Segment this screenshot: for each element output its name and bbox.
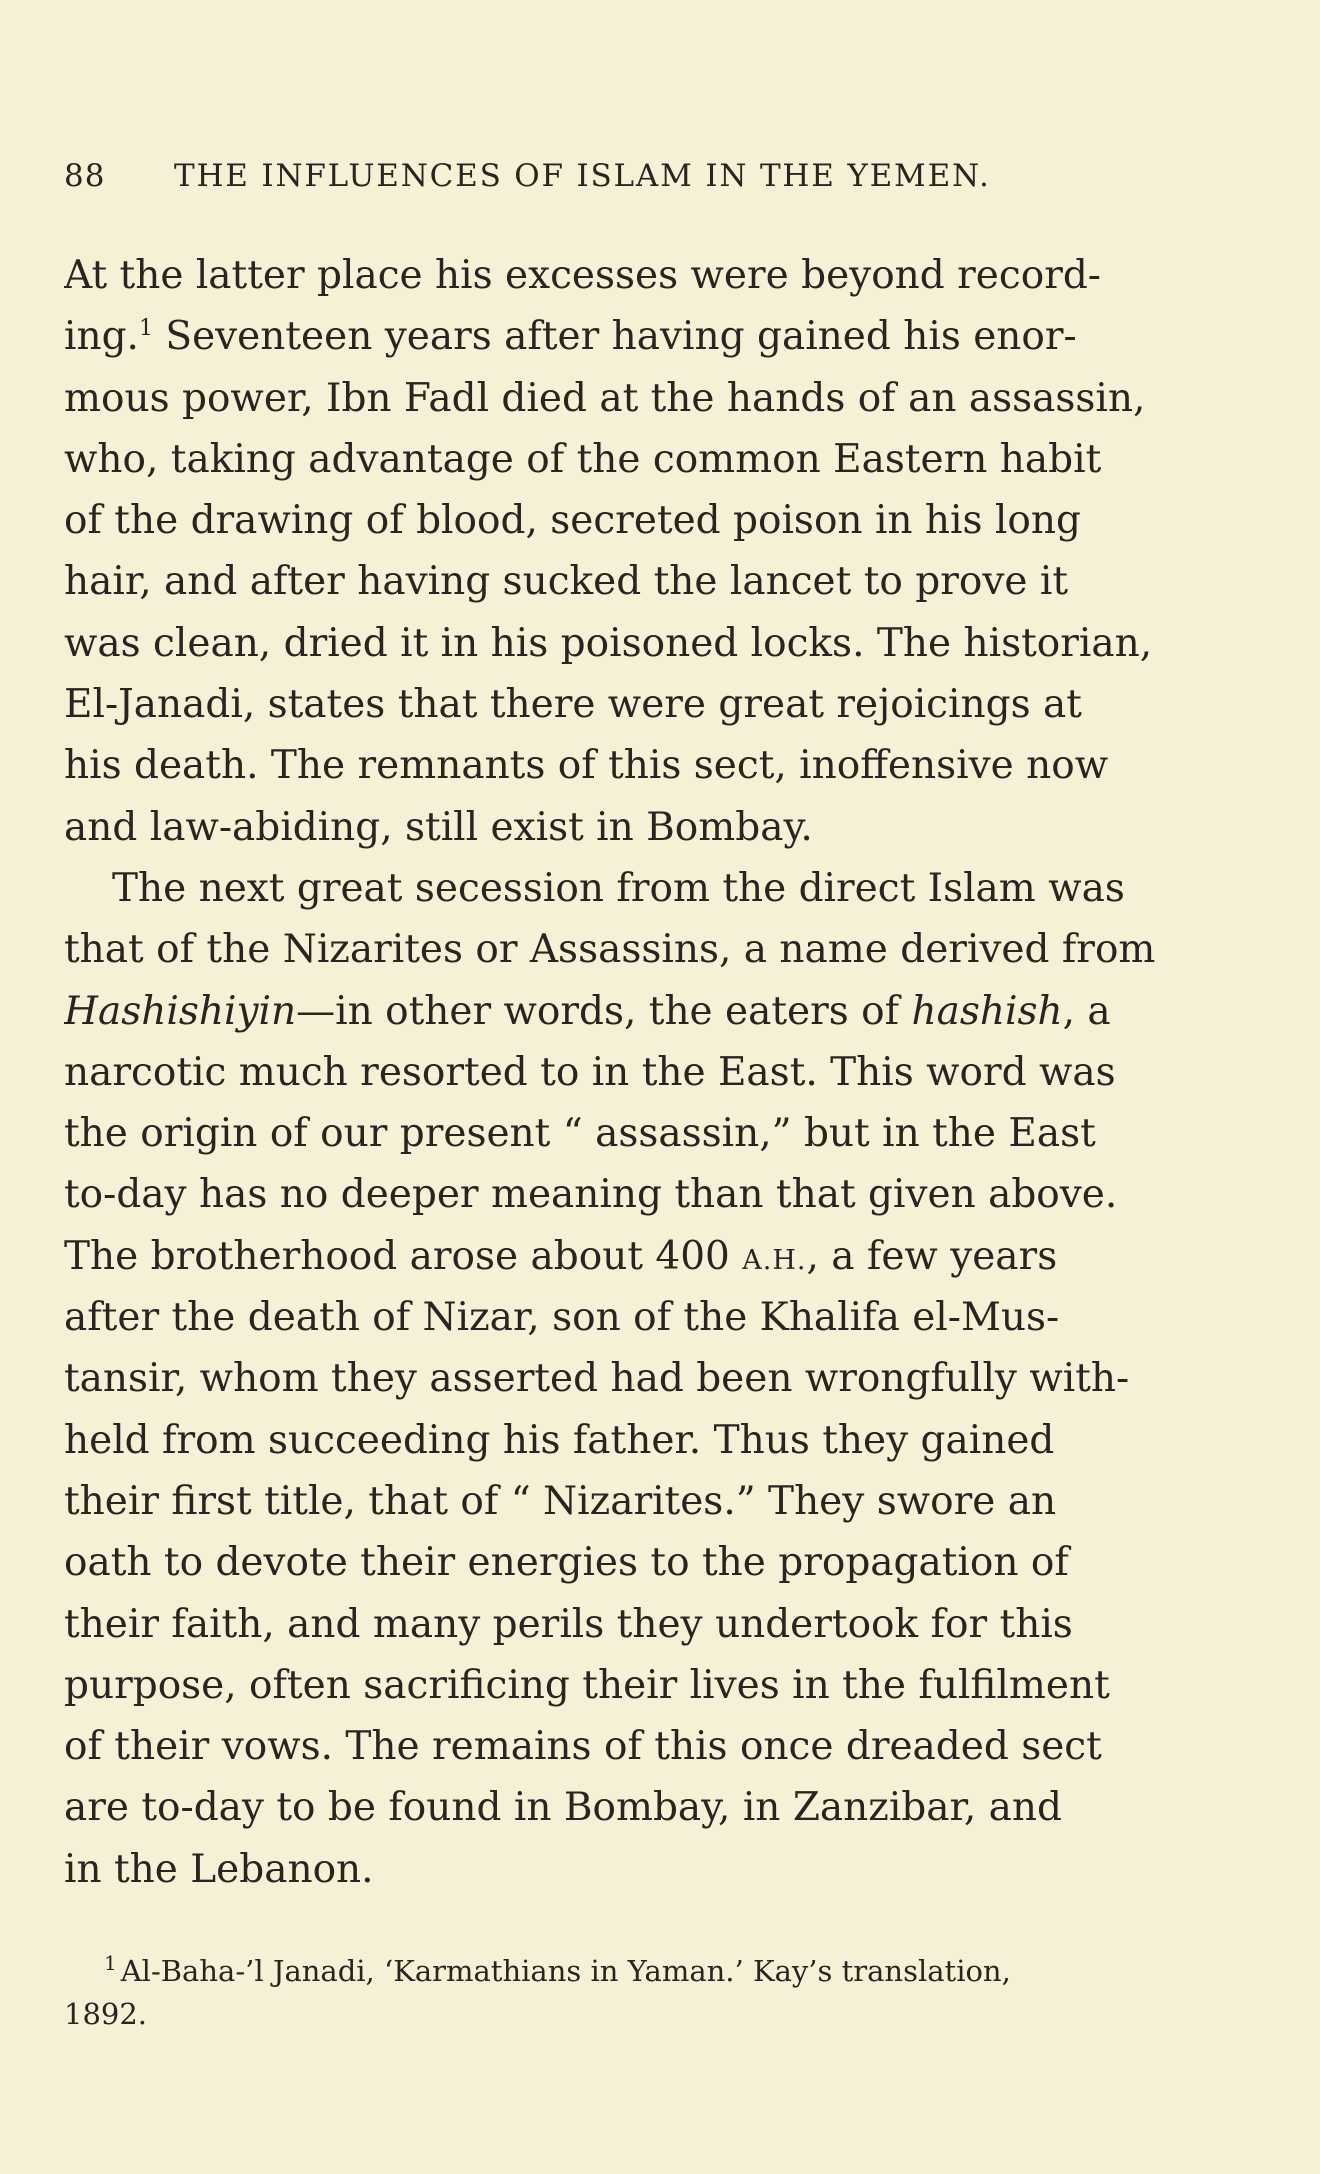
body-text: [64, 245, 1184, 1900]
text-line: of their vows. The remains of this once dreaded sect: [64, 1724, 1102, 1770]
text-line: the origin of our present “ assassin,” but in the East: [64, 1111, 1096, 1157]
paragraph-start-line: The next great secession from the direct Islam was: [112, 865, 1125, 911]
text-line: after the death of Nizar, son of the Khalifa el-Mus-: [64, 1295, 1060, 1341]
text-line: hair, and after having sucked the lancet to prove it: [64, 559, 1069, 605]
footnote-line: [64, 1950, 1184, 1993]
text-line: are to-day to be found in Bombay, in Zanzibar, and: [64, 1785, 1063, 1831]
text-line: El-Janadi, states that there were great rejoicings at: [64, 682, 1082, 728]
text-segment: The brotherhood arose about 400: [64, 1233, 743, 1279]
footnote-mark: 1: [104, 1951, 117, 1976]
running-head: [64, 158, 1184, 194]
small-caps-abbreviation: A.H.: [742, 1244, 807, 1276]
text-line: narcotic much resorted to in the East. This word was: [64, 1049, 1116, 1095]
text-line: and law-abiding, still exist in Bombay.: [64, 804, 813, 850]
footnote-reference: 1: [138, 316, 153, 342]
text-line: purpose, often sacrificing their lives in the fulfilment: [64, 1662, 1110, 1708]
text-segment: , a few years: [806, 1233, 1058, 1279]
italic-term: hashish: [911, 988, 1063, 1034]
text-segment: ing.: [64, 314, 139, 360]
text-line: oath to devote their energies to the propagation of: [64, 1540, 1069, 1586]
text-line: of the drawing of blood, secreted poison in his long: [64, 498, 1081, 544]
text-line: that of the Nizarites or Assassins, a name derived from: [64, 927, 1156, 973]
text-line: was clean, dried it in his poisoned locks. The historian,: [64, 620, 1153, 666]
text-line: their faith, and many perils they undertook for this: [64, 1601, 1073, 1647]
text-line: his death. The remnants of this sect, inoffensive now: [64, 743, 1109, 789]
text-line: At the latter place his excesses were beyond record-: [64, 253, 1101, 298]
running-title: THE INFLUENCES OF ISLAM IN THE YEMEN.: [174, 158, 991, 194]
text-segment: Seventeen years after having gained his enor-: [152, 314, 1077, 360]
text-line: [64, 981, 1184, 1042]
text-line: tansir, whom they asserted had been wrongfully with-: [64, 1356, 1130, 1402]
text-line: to-day has no deeper meaning than that given above.: [64, 1172, 1118, 1218]
text-line: who, taking advantage of the common Eastern habit: [64, 436, 1102, 482]
text-line: mous power, Ibn Fadl died at the hands of an assassin,: [64, 375, 1146, 421]
footnote: [64, 1950, 1184, 2036]
text-segment: —in other words, the eaters of: [296, 988, 912, 1034]
text-segment: , a: [1062, 988, 1111, 1034]
text-line: held from succeeding his father. Thus they gained: [64, 1417, 1055, 1463]
text-line: in the Lebanon.: [64, 1846, 374, 1892]
footnote-text: Al-Baha-’l Janadi, ‘Karmathians in Yaman.’ Kay’s translation,: [120, 1954, 1011, 1988]
book-page: [64, 0, 1184, 2174]
text-line: [64, 1226, 1184, 1287]
text-line: [64, 306, 1184, 367]
footnote-line: 1892.: [64, 1997, 148, 2031]
text-line: their first title, that of “ Nizarites.” They swore an: [64, 1478, 1057, 1524]
page-number: 88: [64, 158, 106, 194]
italic-term: Hashishiyin: [64, 988, 297, 1034]
